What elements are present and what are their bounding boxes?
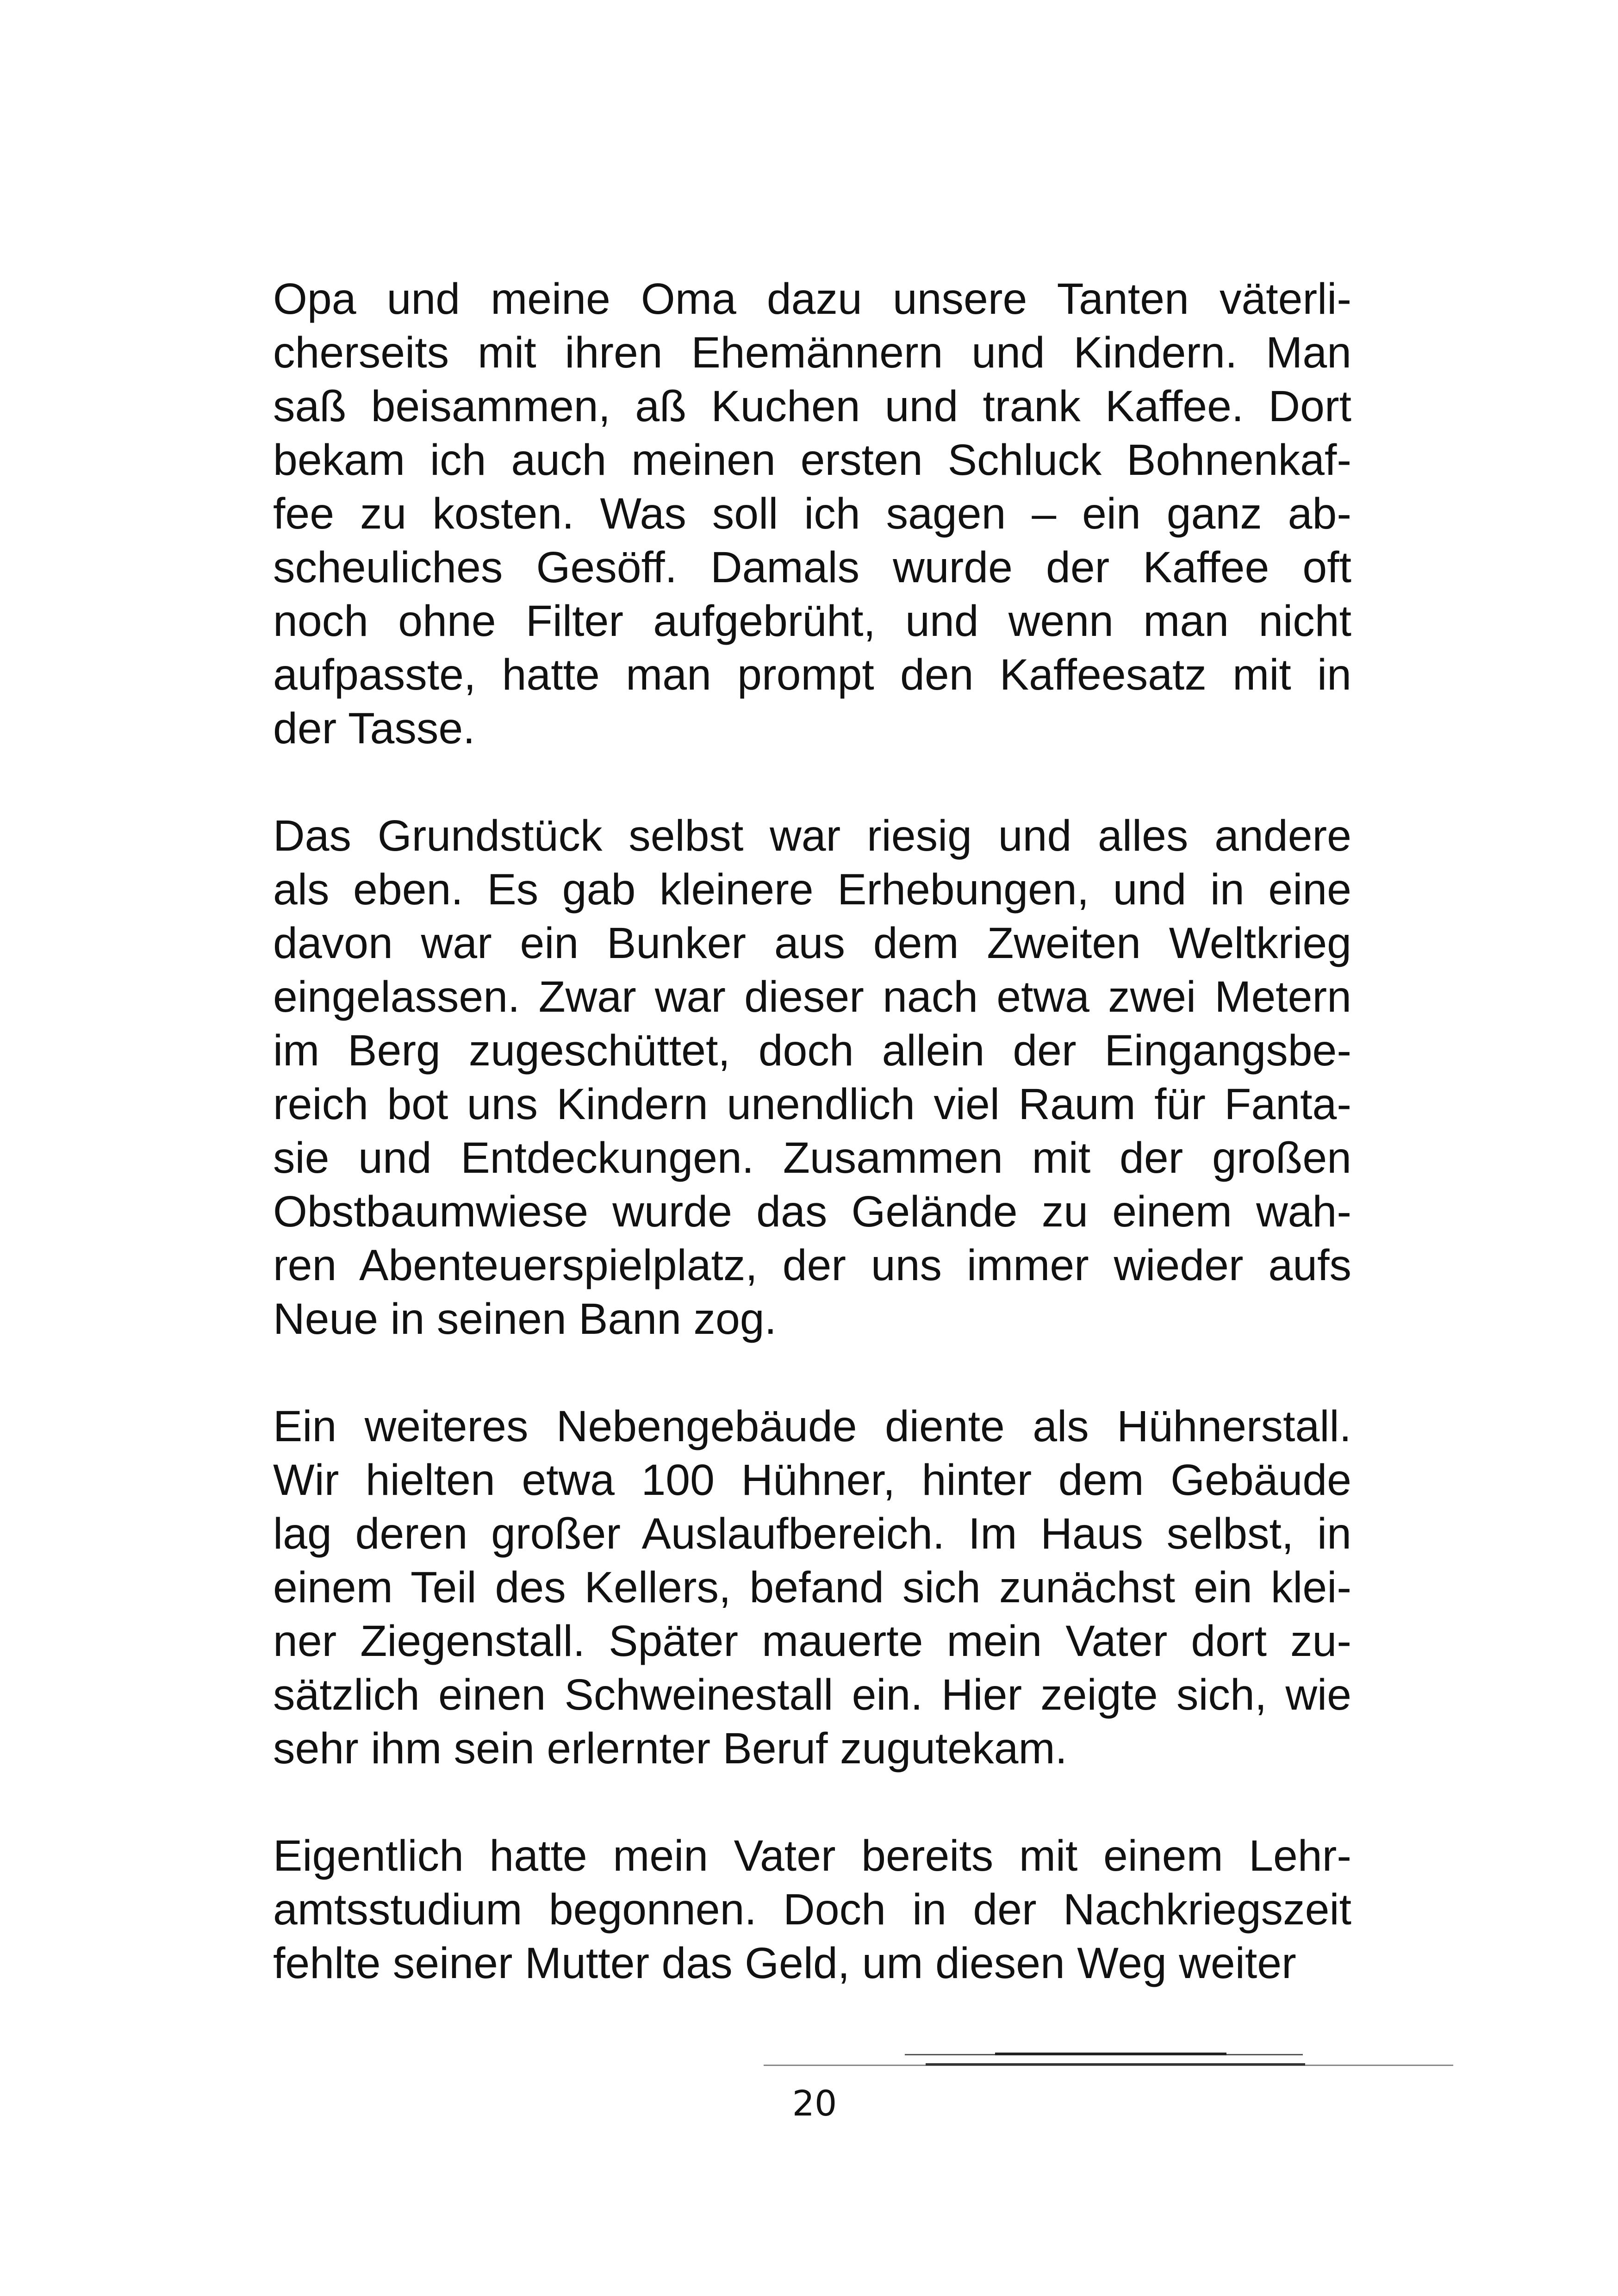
text-line: sie und Entdeckungen. Zusammen mit der großen <box>273 1133 1351 1182</box>
text-line: sätzlich einen Schweinestall ein. Hier zeigte sich, wie <box>273 1670 1351 1719</box>
text-line: cherseits mit ihren Ehemännern und Kindern. Man <box>273 328 1351 377</box>
text-line: noch ohne Filter aufgebrüht, und wenn man nicht <box>273 597 1351 646</box>
paragraph-gap <box>273 1775 1351 1829</box>
paragraph-gap <box>273 1346 1351 1400</box>
paragraph-gap <box>273 755 1351 809</box>
text-line: als eben. Es gab kleinere Erhebungen, und in eine <box>273 865 1351 914</box>
text-line: reich bot uns Kindern unendlich viel Raum für Fanta- <box>273 1080 1351 1129</box>
paragraph <box>273 272 1351 755</box>
text-line: bekam ich auch meinen ersten Schluck Bohnenkaf- <box>273 436 1351 485</box>
text-line: sehr ihm sein erlernter Beruf zugutekam. <box>273 1724 1068 1773</box>
text-line: eingelassen. Zwar war dieser nach etwa zwei Metern <box>273 972 1351 1021</box>
text-line: Eigentlich hatte mein Vater bereits mit einem Lehr- <box>273 1831 1351 1880</box>
paragraph <box>273 1400 1351 1775</box>
text-line: Obstbaumwiese wurde das Gelände zu einem wah- <box>273 1187 1351 1236</box>
text-line: aufpasste, hatte man prompt den Kaffeesatz mit in <box>273 650 1351 699</box>
text-line: fee zu kosten. Was soll ich sagen – ein ganz ab- <box>273 489 1351 538</box>
text-line: scheuliches Gesöff. Damals wurde der Kaffee oft <box>273 543 1351 592</box>
page-number: 20 <box>792 2083 837 2124</box>
paragraph <box>273 1829 1351 1990</box>
footer-rule-lower-accent <box>926 2063 1305 2066</box>
text-line: amtsstudium begonnen. Doch in der Nachkriegszeit <box>273 1885 1351 1934</box>
text-line: Ein weiteres Nebengebäude diente als Hühnerstall. <box>273 1402 1351 1451</box>
text-line: lag deren großer Auslaufbereich. Im Haus selbst, in <box>273 1509 1351 1558</box>
text-line: fehlte seiner Mutter das Geld, um diesen Weg weiter <box>273 1939 1296 1988</box>
footer-rule-upper-accent <box>995 2053 1226 2055</box>
text-line: ren Abenteuerspielplatz, der uns immer wieder aufs <box>273 1241 1351 1290</box>
text-line: Das Grundstück selbst war riesig und alles andere <box>273 811 1351 860</box>
text-line: davon war ein Bunker aus dem Zweiten Weltkrieg <box>273 919 1351 968</box>
text-line: Opa und meine Oma dazu unsere Tanten väterli- <box>273 274 1351 324</box>
text-line: im Berg zugeschüttet, doch allein der Eingangsbe- <box>273 1026 1351 1075</box>
text-line: saß beisammen, aß Kuchen und trank Kaffee. Dort <box>273 382 1351 431</box>
text-line: ner Ziegenstall. Später mauerte mein Vater dort zu- <box>273 1617 1351 1666</box>
body-text <box>273 272 1351 1990</box>
paragraph <box>273 809 1351 1346</box>
text-line: Wir hielten etwa 100 Hühner, hinter dem Gebäude <box>273 1456 1351 1505</box>
text-line: der Tasse. <box>273 704 475 753</box>
text-line: einem Teil des Kellers, befand sich zunächst ein klei- <box>273 1563 1351 1612</box>
text-line: Neue in seinen Bann zog. <box>273 1294 777 1344</box>
